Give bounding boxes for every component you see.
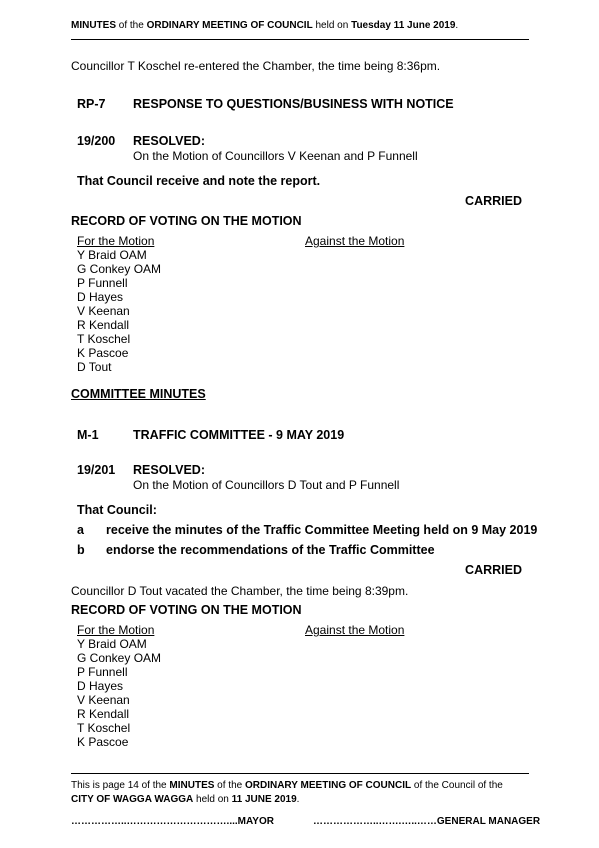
item1-resolution-number: 19/200 xyxy=(77,134,116,148)
item1-motion: On the Motion of Councillors V Keenan and P Funnell xyxy=(133,149,418,163)
item2-lead: That Council: xyxy=(77,503,157,517)
list-item: K Pascoe xyxy=(77,735,129,749)
list-item: Y Braid OAM xyxy=(77,248,147,262)
gm-signature-line xyxy=(313,816,540,827)
footer-held: held on xyxy=(193,794,232,805)
list-item: Y Braid OAM xyxy=(77,637,147,651)
footer-rule xyxy=(71,773,529,774)
voting1-heading: RECORD OF VOTING ON THE MOTION xyxy=(71,214,302,228)
list-item: D Tout xyxy=(77,360,112,374)
list-item: P Funnell xyxy=(77,665,128,679)
gm-label: GENERAL MANAGER xyxy=(436,816,541,827)
footer-minutes: MINUTES xyxy=(169,780,215,791)
item2-point-a-letter: a xyxy=(77,523,84,537)
header-minutes: MINUTES xyxy=(71,20,116,31)
list-item: V Keenan xyxy=(77,693,130,707)
footer-page-text: This is page 14 of the xyxy=(71,780,170,791)
intro-line: Councillor T Koschel re-entered the Chamber, the time being 8:36pm. xyxy=(71,59,441,73)
header-date: Tuesday 11 June 2019 xyxy=(351,20,456,31)
footer-period: . xyxy=(296,794,300,805)
footer-council: of the Council of the xyxy=(411,780,503,791)
header-meeting: ORDINARY MEETING OF COUNCIL xyxy=(146,20,313,31)
mayor-label: MAYOR xyxy=(237,816,274,827)
list-item: T Koschel xyxy=(77,721,131,735)
page-header xyxy=(71,20,458,31)
voting2-for-label: For the Motion xyxy=(77,623,155,637)
item2-title: TRAFFIC COMMITTEE - 9 MAY 2019 xyxy=(133,428,345,442)
gm-dots: ………………..…….…..…… xyxy=(313,816,437,827)
item1-resolved-label: RESOLVED: xyxy=(133,134,205,148)
item1-code: RP-7 xyxy=(77,97,106,111)
list-item: T Koschel xyxy=(77,332,131,346)
list-item: G Conkey OAM xyxy=(77,651,162,665)
voting2-against-label: Against the Motion xyxy=(305,623,405,637)
list-item: K Pascoe xyxy=(77,346,129,360)
list-item: P Funnell xyxy=(77,276,128,290)
header-period: . xyxy=(455,20,459,31)
voting1-for-label: For the Motion xyxy=(77,234,155,248)
voting1-against-label: Against the Motion xyxy=(305,234,405,248)
voting2-for-list xyxy=(77,637,161,749)
voting1-for-list xyxy=(77,248,161,374)
footer-line-1 xyxy=(71,780,503,791)
item2-status: CARRIED xyxy=(465,563,522,577)
header-of: of the xyxy=(116,20,147,31)
item1-status: CARRIED xyxy=(465,194,522,208)
item1-resolution: That Council receive and note the report. xyxy=(77,174,321,188)
list-item: D Hayes xyxy=(77,679,124,693)
header-held: held on xyxy=(312,20,352,31)
footer-line-2 xyxy=(71,794,299,805)
list-item: R Kendall xyxy=(77,318,130,332)
footer-of: of the xyxy=(214,780,245,791)
footer-city: CITY OF WAGGA WAGGA xyxy=(71,794,194,805)
voting2-heading: RECORD OF VOTING ON THE MOTION xyxy=(71,603,302,617)
list-item: V Keenan xyxy=(77,304,130,318)
footer-meeting: ORDINARY MEETING OF COUNCIL xyxy=(244,780,412,791)
list-item: D Hayes xyxy=(77,290,124,304)
committee-heading: COMMITTEE MINUTES xyxy=(71,387,206,401)
item2-point-a-text: receive the minutes of the Traffic Committee Meeting held on 9 May 2019 xyxy=(106,523,538,537)
list-item: R Kendall xyxy=(77,707,130,721)
item1-title: RESPONSE TO QUESTIONS/BUSINESS WITH NOTICE xyxy=(133,97,454,111)
header-rule xyxy=(71,39,529,40)
list-item: G Conkey OAM xyxy=(77,262,162,276)
item2-point-b-text: endorse the recommendations of the Traffic Committee xyxy=(106,543,435,557)
footer-date: 11 JUNE 2019 xyxy=(231,794,297,805)
item2-resolution-number: 19/201 xyxy=(77,463,116,477)
mayor-dots: ……………..………………………….... xyxy=(71,816,238,827)
vacated-line: Councillor D Tout vacated the Chamber, the time being 8:39pm. xyxy=(71,584,409,598)
item2-motion: On the Motion of Councillors D Tout and P Funnell xyxy=(133,478,400,492)
item2-point-b-letter: b xyxy=(77,543,85,557)
item2-code: M-1 xyxy=(77,428,99,442)
item2-resolved-label: RESOLVED: xyxy=(133,463,205,477)
mayor-signature-line xyxy=(71,816,274,827)
